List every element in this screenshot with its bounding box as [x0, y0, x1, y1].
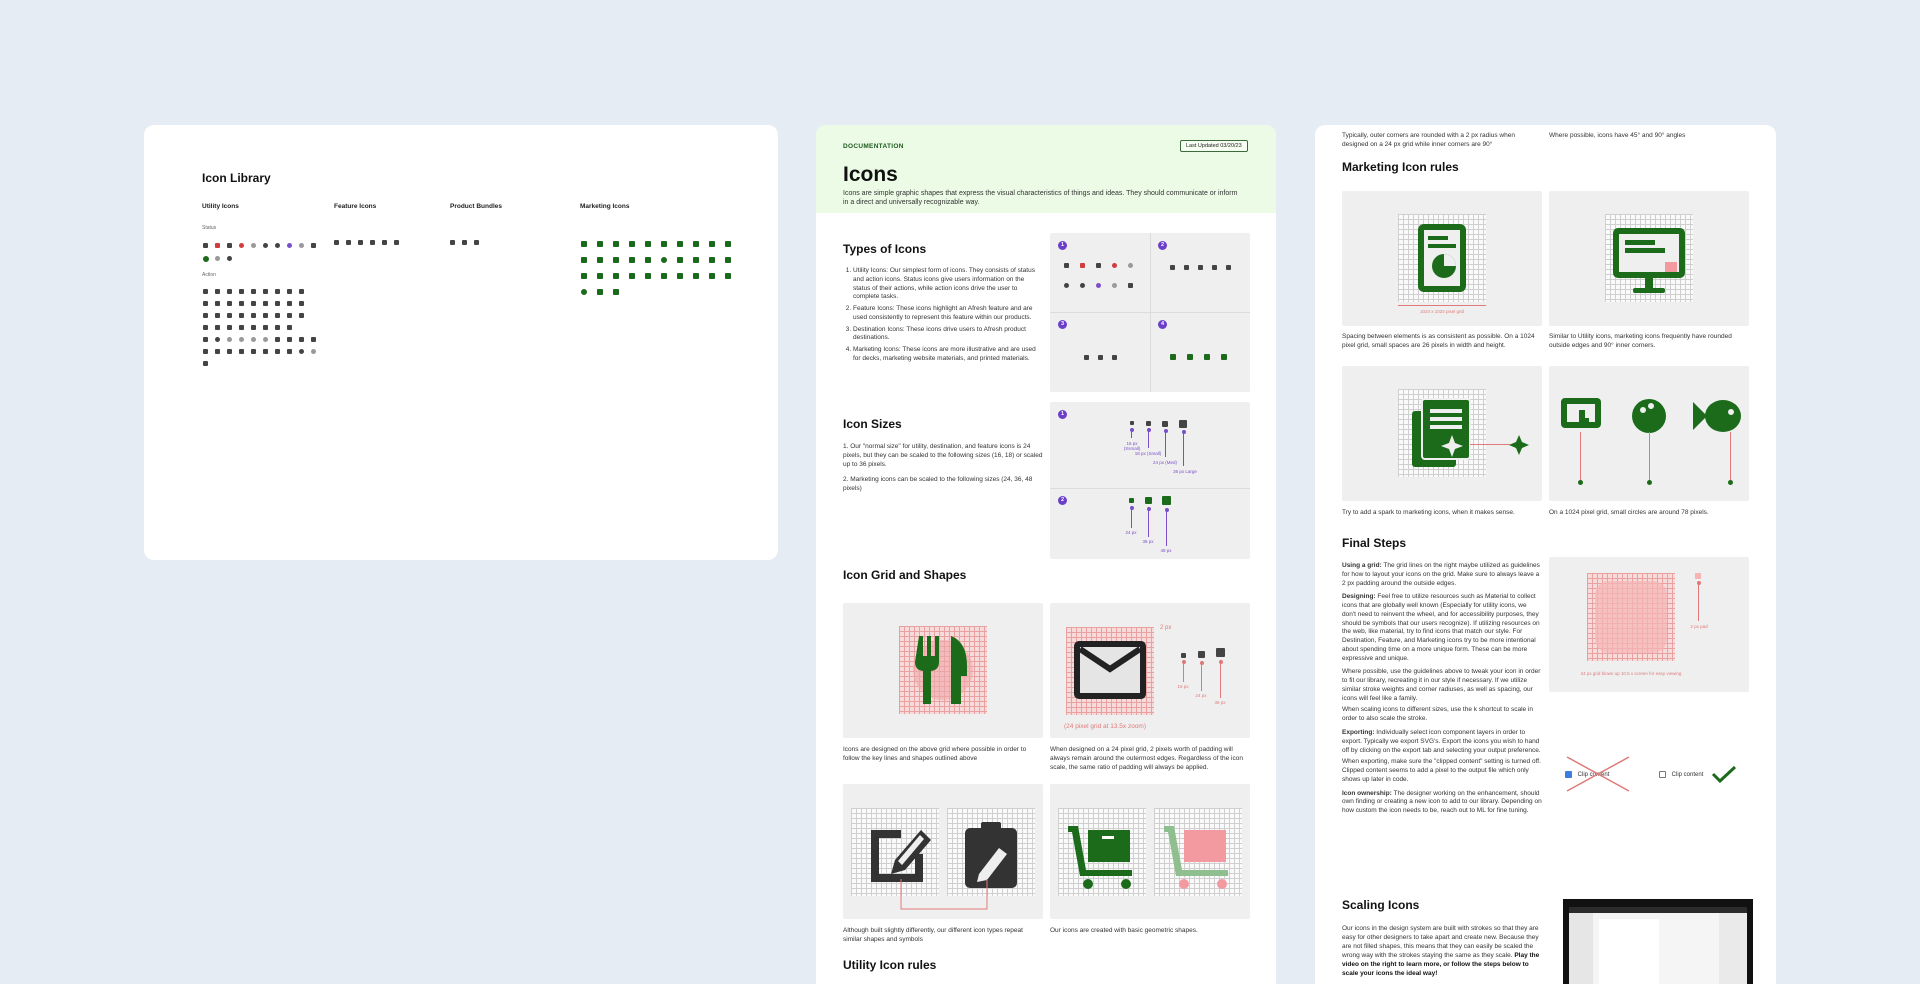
person-icon[interactable]: [275, 313, 280, 318]
info-icon[interactable]: [251, 243, 256, 248]
minus-icon[interactable]: [263, 313, 268, 318]
warning-icon[interactable]: [215, 243, 220, 248]
store-icon: [1179, 420, 1187, 428]
chart-icon[interactable]: [394, 240, 399, 245]
grid-panel-label: 24 px grid blown up 10.5 x screen for easy viewing: [1580, 671, 1682, 676]
volume-icon[interactable]: [203, 349, 208, 354]
eye-icon[interactable]: [215, 325, 220, 330]
alert-icon: [1096, 263, 1101, 268]
arrow-up-icon[interactable]: [239, 301, 244, 306]
warning-icon: [1080, 263, 1085, 268]
upload-icon[interactable]: [263, 349, 268, 354]
step-scaling: When scaling icons to different sizes, use the k shortcut to scale in order to also scale the stroke.: [1342, 706, 1534, 723]
grid-title: Icon Grid and Shapes: [843, 568, 967, 582]
types-item: 1. Utility Icons: Our simplest form of icons. They consists of status and action icons. Status icons give users information on the status of their actions, while action icons drive the user to complete tasks.: [853, 267, 1043, 302]
basket-icon: [1162, 496, 1171, 505]
phone-icon[interactable]: [597, 273, 603, 279]
chevron-left-icon[interactable]: [251, 289, 256, 294]
tool-icon: [1226, 265, 1231, 270]
headset-icon: [1187, 354, 1193, 360]
folder-icon: [1184, 265, 1189, 270]
size-label: 24 px (Med): [1152, 460, 1177, 465]
store-icon: [1162, 421, 1168, 427]
checkbox-icon[interactable]: [275, 337, 280, 342]
handshake-icon[interactable]: [693, 273, 699, 279]
types-list: [843, 267, 1043, 367]
success-icon[interactable]: [203, 256, 209, 262]
page-title: Icons: [843, 163, 898, 186]
print-icon[interactable]: [299, 301, 304, 306]
truck-icon[interactable]: [334, 240, 339, 245]
money-icon[interactable]: [693, 257, 699, 263]
columns-icon[interactable]: [239, 349, 244, 354]
badge-2: 2: [1058, 496, 1067, 505]
filter-icon[interactable]: [275, 325, 280, 330]
dot-icon: [1080, 283, 1085, 288]
cart-shapes-icon: [1154, 808, 1242, 896]
angle-note: Where possible, icons have 45° and 90° angles: [1549, 132, 1686, 139]
pad-size-label: 16 px: [1177, 684, 1189, 689]
marketing-rules-title: Marketing Icon rules: [1342, 160, 1459, 174]
badge-2: 2: [1158, 241, 1167, 250]
badge-1: 1: [1058, 241, 1067, 250]
grid-icon[interactable]: [645, 257, 651, 263]
grid-caption-3: Although built slightly differently, our different icon types repeat similar shapes and symbols: [843, 927, 1023, 943]
step-ownership: Icon ownership: The designer working on the enhancement, should own finding or creating a new icon to add to our library. Depending on how custom the icon needs to be, reach out to ML for fine tuning.: [1342, 789, 1542, 815]
marketing-caption-2: Similar to Utility icons, marketing icons frequently have rounded outside edges and 90° inner corners.: [1549, 333, 1732, 349]
copy-icon[interactable]: [299, 313, 304, 318]
badge-4: 4: [1158, 320, 1167, 329]
clipboard-icon[interactable]: [358, 240, 363, 245]
utility-rules-title: Utility Icon rules: [843, 958, 937, 972]
column-utility-icons: Utility Icons: [202, 203, 239, 210]
types-title: Types of Icons: [843, 242, 927, 256]
dot-icon[interactable]: [287, 243, 292, 248]
utensils-icon: [899, 626, 987, 714]
collapse-icon[interactable]: [275, 301, 280, 306]
mail-icon: [1216, 648, 1225, 657]
final-steps-title: Final Steps: [1342, 536, 1407, 550]
step-tweak: Where possible, use the guidelines above to tweak your icon in order to fit our library, recreating it in our style if necessary. If we utilize similar stroke weights and corner radiuses, as well as spacing, our icons will feel like a family.: [1342, 668, 1541, 702]
status-subheading: Status: [202, 225, 217, 231]
clipboard-icon: [1198, 265, 1203, 270]
error-icon: [1112, 263, 1117, 268]
types-item: 3. Destination Icons: These icons drive users to Afresh product destinations.: [853, 326, 1043, 344]
size-label: 48 px: [1160, 548, 1172, 553]
size-label: 16 px (Xsmall): [1123, 441, 1141, 451]
fish-icon: [1691, 398, 1743, 434]
pencil-icon[interactable]: [287, 349, 292, 354]
fish-icon[interactable]: [645, 273, 651, 279]
clock-icon[interactable]: [661, 273, 667, 279]
clip-content-setting-off: Clip content: [1659, 771, 1703, 778]
refresh-icon[interactable]: [203, 325, 208, 330]
chart-icon[interactable]: [725, 257, 731, 263]
minus-icon[interactable]: [239, 313, 244, 318]
arrow-right-icon[interactable]: [215, 313, 220, 318]
last-updated-badge: Last Updated 03/20/23: [1180, 140, 1248, 152]
grid-note: (24 pixel grid at 13.5x zoom): [1064, 723, 1147, 730]
monitor-icon: [1605, 214, 1693, 302]
basket-icon[interactable]: [629, 241, 635, 247]
circle-examples-panel: [1549, 366, 1749, 501]
store-icon[interactable]: [450, 240, 455, 245]
check-icon[interactable]: [203, 243, 208, 248]
cart-icon: [1058, 808, 1146, 896]
runner-icon[interactable]: [581, 241, 587, 247]
alert-icon[interactable]: [227, 243, 232, 248]
person-icon[interactable]: [581, 289, 587, 295]
mail-icon: [1198, 651, 1205, 658]
info-icon[interactable]: [203, 337, 208, 342]
grid-icon[interactable]: [287, 289, 292, 294]
doc-label: DOCUMENTATION: [843, 143, 904, 150]
warehouse-icon[interactable]: [462, 240, 467, 245]
grid-label: 1024 x 1024 pixel grid: [1419, 309, 1465, 314]
spark-grid-panel: [1342, 366, 1542, 501]
cross-icon: [1563, 755, 1633, 793]
mail-grid-panel: [1050, 603, 1250, 738]
mail-icon[interactable]: [203, 361, 208, 366]
pad-size-label: 36 px: [1214, 700, 1226, 705]
fruit-icon: [1629, 394, 1669, 434]
wallet-icon[interactable]: [677, 241, 683, 247]
avocado-icon: [1204, 354, 1210, 360]
people-icon[interactable]: [597, 257, 603, 263]
rules-card: [1315, 125, 1776, 984]
flag-icon[interactable]: [227, 313, 232, 318]
store-icon[interactable]: [661, 241, 667, 247]
eye-icon: [1128, 263, 1133, 268]
monitor-icon[interactable]: [677, 257, 683, 263]
history-icon[interactable]: [239, 337, 244, 342]
store-icon: [1130, 421, 1134, 425]
cart-icon[interactable]: [613, 257, 619, 263]
chevron-right-icon[interactable]: [227, 289, 232, 294]
dot-icon: [1064, 283, 1069, 288]
step-grid: Using a grid: The grid lines on the right maybe utilized as guidelines for how to layout your icons on the grid. Make sure to always leave a 2 px padding around the outside edges.: [1342, 562, 1540, 587]
mail-icon: [1066, 627, 1154, 715]
monitor-grid-panel: [1549, 191, 1749, 326]
tablet-chart-icon: [1398, 214, 1486, 302]
error-icon[interactable]: [239, 243, 244, 248]
clock-icon[interactable]: [227, 337, 232, 342]
badge-1: 1: [1058, 410, 1067, 419]
scaling-title: Scaling Icons: [1342, 898, 1420, 912]
add-icon[interactable]: [203, 313, 208, 318]
clip-content-setting-on: Clip content: [1565, 771, 1609, 778]
document-icon[interactable]: [370, 240, 375, 245]
timer-icon[interactable]: [251, 337, 256, 342]
pad-panel-label: 2 px pad: [1690, 624, 1708, 629]
store-icon: [1146, 421, 1151, 426]
lock-icon[interactable]: [215, 289, 220, 294]
size-label: 36 px: [1142, 539, 1154, 544]
headset-icon[interactable]: [597, 241, 603, 247]
dot-icon[interactable]: [275, 243, 280, 248]
avocado-icon[interactable]: [613, 241, 619, 247]
pending-icon[interactable]: [215, 256, 220, 261]
target-icon[interactable]: [263, 337, 268, 342]
minus-icon[interactable]: [251, 301, 256, 306]
dot-icon[interactable]: [263, 243, 268, 248]
pin-icon[interactable]: [287, 313, 292, 318]
inventory-icon[interactable]: [474, 240, 479, 245]
column-product-bundles: Product Bundles: [450, 203, 503, 210]
corner-note: Typically, outer corners are rounded with a 2 px radius when designed on a 24 px grid while inner corners are 90°: [1342, 132, 1515, 148]
tool-icon[interactable]: [382, 240, 387, 245]
arrow-left-icon[interactable]: [215, 301, 220, 306]
edit-icon[interactable]: [275, 349, 280, 354]
scaling-video[interactable]: [1563, 899, 1753, 984]
size-label: 18 px (Small): [1134, 451, 1162, 456]
basket-icon: [1129, 498, 1134, 503]
chart-icon[interactable]: [709, 273, 715, 279]
leaf-icon[interactable]: [709, 257, 715, 263]
inventory-icon: [1112, 355, 1117, 360]
final-steps-list: [1342, 562, 1542, 816]
documentation-card: [816, 125, 1276, 984]
runner-icon[interactable]: [645, 241, 651, 247]
column-feature-icons: Feature Icons: [334, 203, 377, 210]
types-item: 2. Feature Icons: These icons highlight an Afresh feature and are used consistently to represent this feature within our products.: [853, 305, 1043, 323]
open-icon[interactable]: [275, 289, 280, 294]
marketing-caption-3: Try to add a spark to marketing icons, when it makes sense.: [1342, 509, 1515, 516]
truck-icon[interactable]: [693, 241, 699, 247]
chevron-left-icon[interactable]: [239, 289, 244, 294]
help-icon[interactable]: [215, 337, 220, 342]
edit-shapes-panel: [843, 784, 1043, 919]
document-icon: [1212, 265, 1217, 270]
recycle-icon[interactable]: [581, 273, 587, 279]
padding-grid-panel: [1549, 557, 1749, 692]
pad-size-label: 24 px: [1195, 693, 1207, 698]
globe-icon[interactable]: [725, 241, 731, 247]
document-icon[interactable]: [613, 273, 619, 279]
sizes-p1: 1. Our "normal size" for utility, destination, and feature icons is 24 pixels, but they can be scaled to the following sizes (16, 18) or scaled up to 36 pixels.: [843, 443, 1043, 468]
icon-library-title: Icon Library: [202, 171, 271, 185]
sizes-panel: [1050, 402, 1250, 559]
page-description: Icons are simple graphic shapes that express the visual characteristics of things and ideas. They should communicate or inform in a direct and universally recognizable way.: [843, 190, 1238, 207]
step-designing: Designing: Feel free to utilize resources such as Material to collect icons that are globally well known (Especially for utility icons, we don't need to reinvent the wheel, and for accessibility purposes, they should be symbols that our users recognize). If utilizing resources on the web, like material, try to find icons that match our style. For Destination, Feature, and Marketing icons try to be more intentional about spending time on a more unique form. These can be more expressive and unique.: [1342, 593, 1540, 662]
book-icon[interactable]: [227, 349, 232, 354]
basket-icon: [1145, 497, 1152, 504]
tablet-grid-panel: [1342, 191, 1542, 326]
play-icon[interactable]: [299, 289, 304, 294]
dot-icon[interactable]: [227, 256, 232, 261]
checkbox-icon[interactable]: [1659, 771, 1666, 778]
shield-icon[interactable]: [677, 273, 683, 279]
delete-icon[interactable]: [287, 325, 292, 330]
types-panel: [1050, 233, 1250, 392]
marketing-caption-1: Spacing between elements is as consistent as possible. On a 1024 pixel grid, small spaces are 26 pixels in width and height.: [1342, 333, 1535, 349]
grid-caption-4: Our icons are created with basic geometric shapes.: [1050, 927, 1198, 934]
settings-icon[interactable]: [251, 325, 256, 330]
link-icon[interactable]: [311, 243, 316, 248]
image-icon[interactable]: [299, 337, 304, 342]
folder-icon[interactable]: [346, 240, 351, 245]
truck-icon: [1170, 265, 1175, 270]
spark-icon: [1508, 434, 1530, 456]
grid-caption-1: Icons are designed on the above grid where possible in order to follow the key lines and shapes outlined above: [843, 746, 1027, 762]
settings-icon[interactable]: [239, 325, 244, 330]
expand-icon[interactable]: [263, 301, 268, 306]
utensils-icon[interactable]: [709, 241, 715, 247]
sun-icon[interactable]: [311, 349, 316, 354]
checkmark-icon: [1711, 765, 1737, 783]
circle-icon[interactable]: [661, 257, 667, 263]
arrow-right-icon[interactable]: [227, 301, 232, 306]
size-label: 36 px Large: [1173, 469, 1197, 474]
badge-3: 3: [1058, 320, 1067, 329]
open-icon: [1064, 263, 1069, 268]
step-clipped: When exporting, make sure the "clipped content" setting is turned off. Clipped content seems to add a pixel to the output file which only shows up later in code.: [1342, 758, 1541, 783]
mail-icon: [1181, 653, 1186, 658]
size-label: 24 px: [1125, 530, 1137, 535]
monitor-icon[interactable]: [613, 289, 619, 295]
calendar-icon[interactable]: [203, 289, 208, 294]
badge-icon[interactable]: [597, 289, 603, 295]
step-exporting: Exporting: Individually select icon component layers in order to export. Typically we export SVG's. Export the icons you wish to hand off by clicking on the export tab and selecting your output preference.: [1342, 729, 1541, 754]
dot-icon: [1096, 283, 1101, 288]
monitor-icon[interactable]: [629, 257, 635, 263]
close-icon[interactable]: [629, 273, 635, 279]
clock-icon: [1112, 283, 1117, 288]
book-icon[interactable]: [581, 257, 587, 263]
circle-icon[interactable]: [299, 349, 304, 354]
sizes-p2: 2. Marketing icons can be scaled to the following sizes (24, 36, 48 pixels): [843, 476, 1033, 492]
download-icon[interactable]: [251, 349, 256, 354]
runner-icon: [1170, 354, 1176, 360]
sizes-title: Icon Sizes: [843, 417, 902, 431]
search-icon[interactable]: [287, 301, 292, 306]
eye-off-icon[interactable]: [227, 325, 232, 330]
tablet-touch-icon: [1559, 396, 1603, 436]
warehouse-icon: [1098, 355, 1103, 360]
filter-icon[interactable]: [263, 325, 268, 330]
basket-icon: [1221, 354, 1227, 360]
checkbox-checked-icon[interactable]: [287, 337, 292, 342]
types-item: 4. Marketing Icons: These icons are more illustrative and are used for decks, marketing website materials, and printed materials.: [853, 346, 1043, 364]
utensils-grid-panel: [843, 603, 1043, 738]
dot-icon[interactable]: [251, 313, 256, 318]
store-icon[interactable]: [725, 273, 731, 279]
edit-icon: [1128, 283, 1133, 288]
marketing-caption-4: On a 1024 pixel grid, small circles are around 78 pixels.: [1549, 509, 1709, 516]
grid-caption-2: When designed on a 24 pixel grid, 2 pixels worth of padding will always remain around the outermost edges. Regardless of the icon scale, the same ratio of padding will always be applied.: [1050, 746, 1243, 771]
column-marketing-icons: Marketing Icons: [580, 203, 630, 210]
close-icon[interactable]: [263, 289, 268, 294]
store-icon: [1084, 355, 1089, 360]
pad-label: 2 px: [1160, 625, 1172, 631]
cart-shapes-panel: [1050, 784, 1250, 919]
icon-library-card: [144, 125, 778, 560]
loading-icon[interactable]: [311, 337, 316, 342]
brightness-icon[interactable]: [215, 349, 220, 354]
scaling-text: Our icons in the design system are built with strokes so that they are easy for other designers to take apart and create new. Because they are not filled shapes, this means that they can easily be scaled the wrong way with the strokes staying the same as they scale. Play the video on the right to learn more, or follow the steps below to scale your icons the ideal way!: [1342, 925, 1540, 978]
clock-icon[interactable]: [299, 243, 304, 248]
action-subheading: Action: [202, 272, 216, 278]
documents-spark-icon: [1398, 389, 1486, 477]
arrow-left-icon[interactable]: [203, 301, 208, 306]
